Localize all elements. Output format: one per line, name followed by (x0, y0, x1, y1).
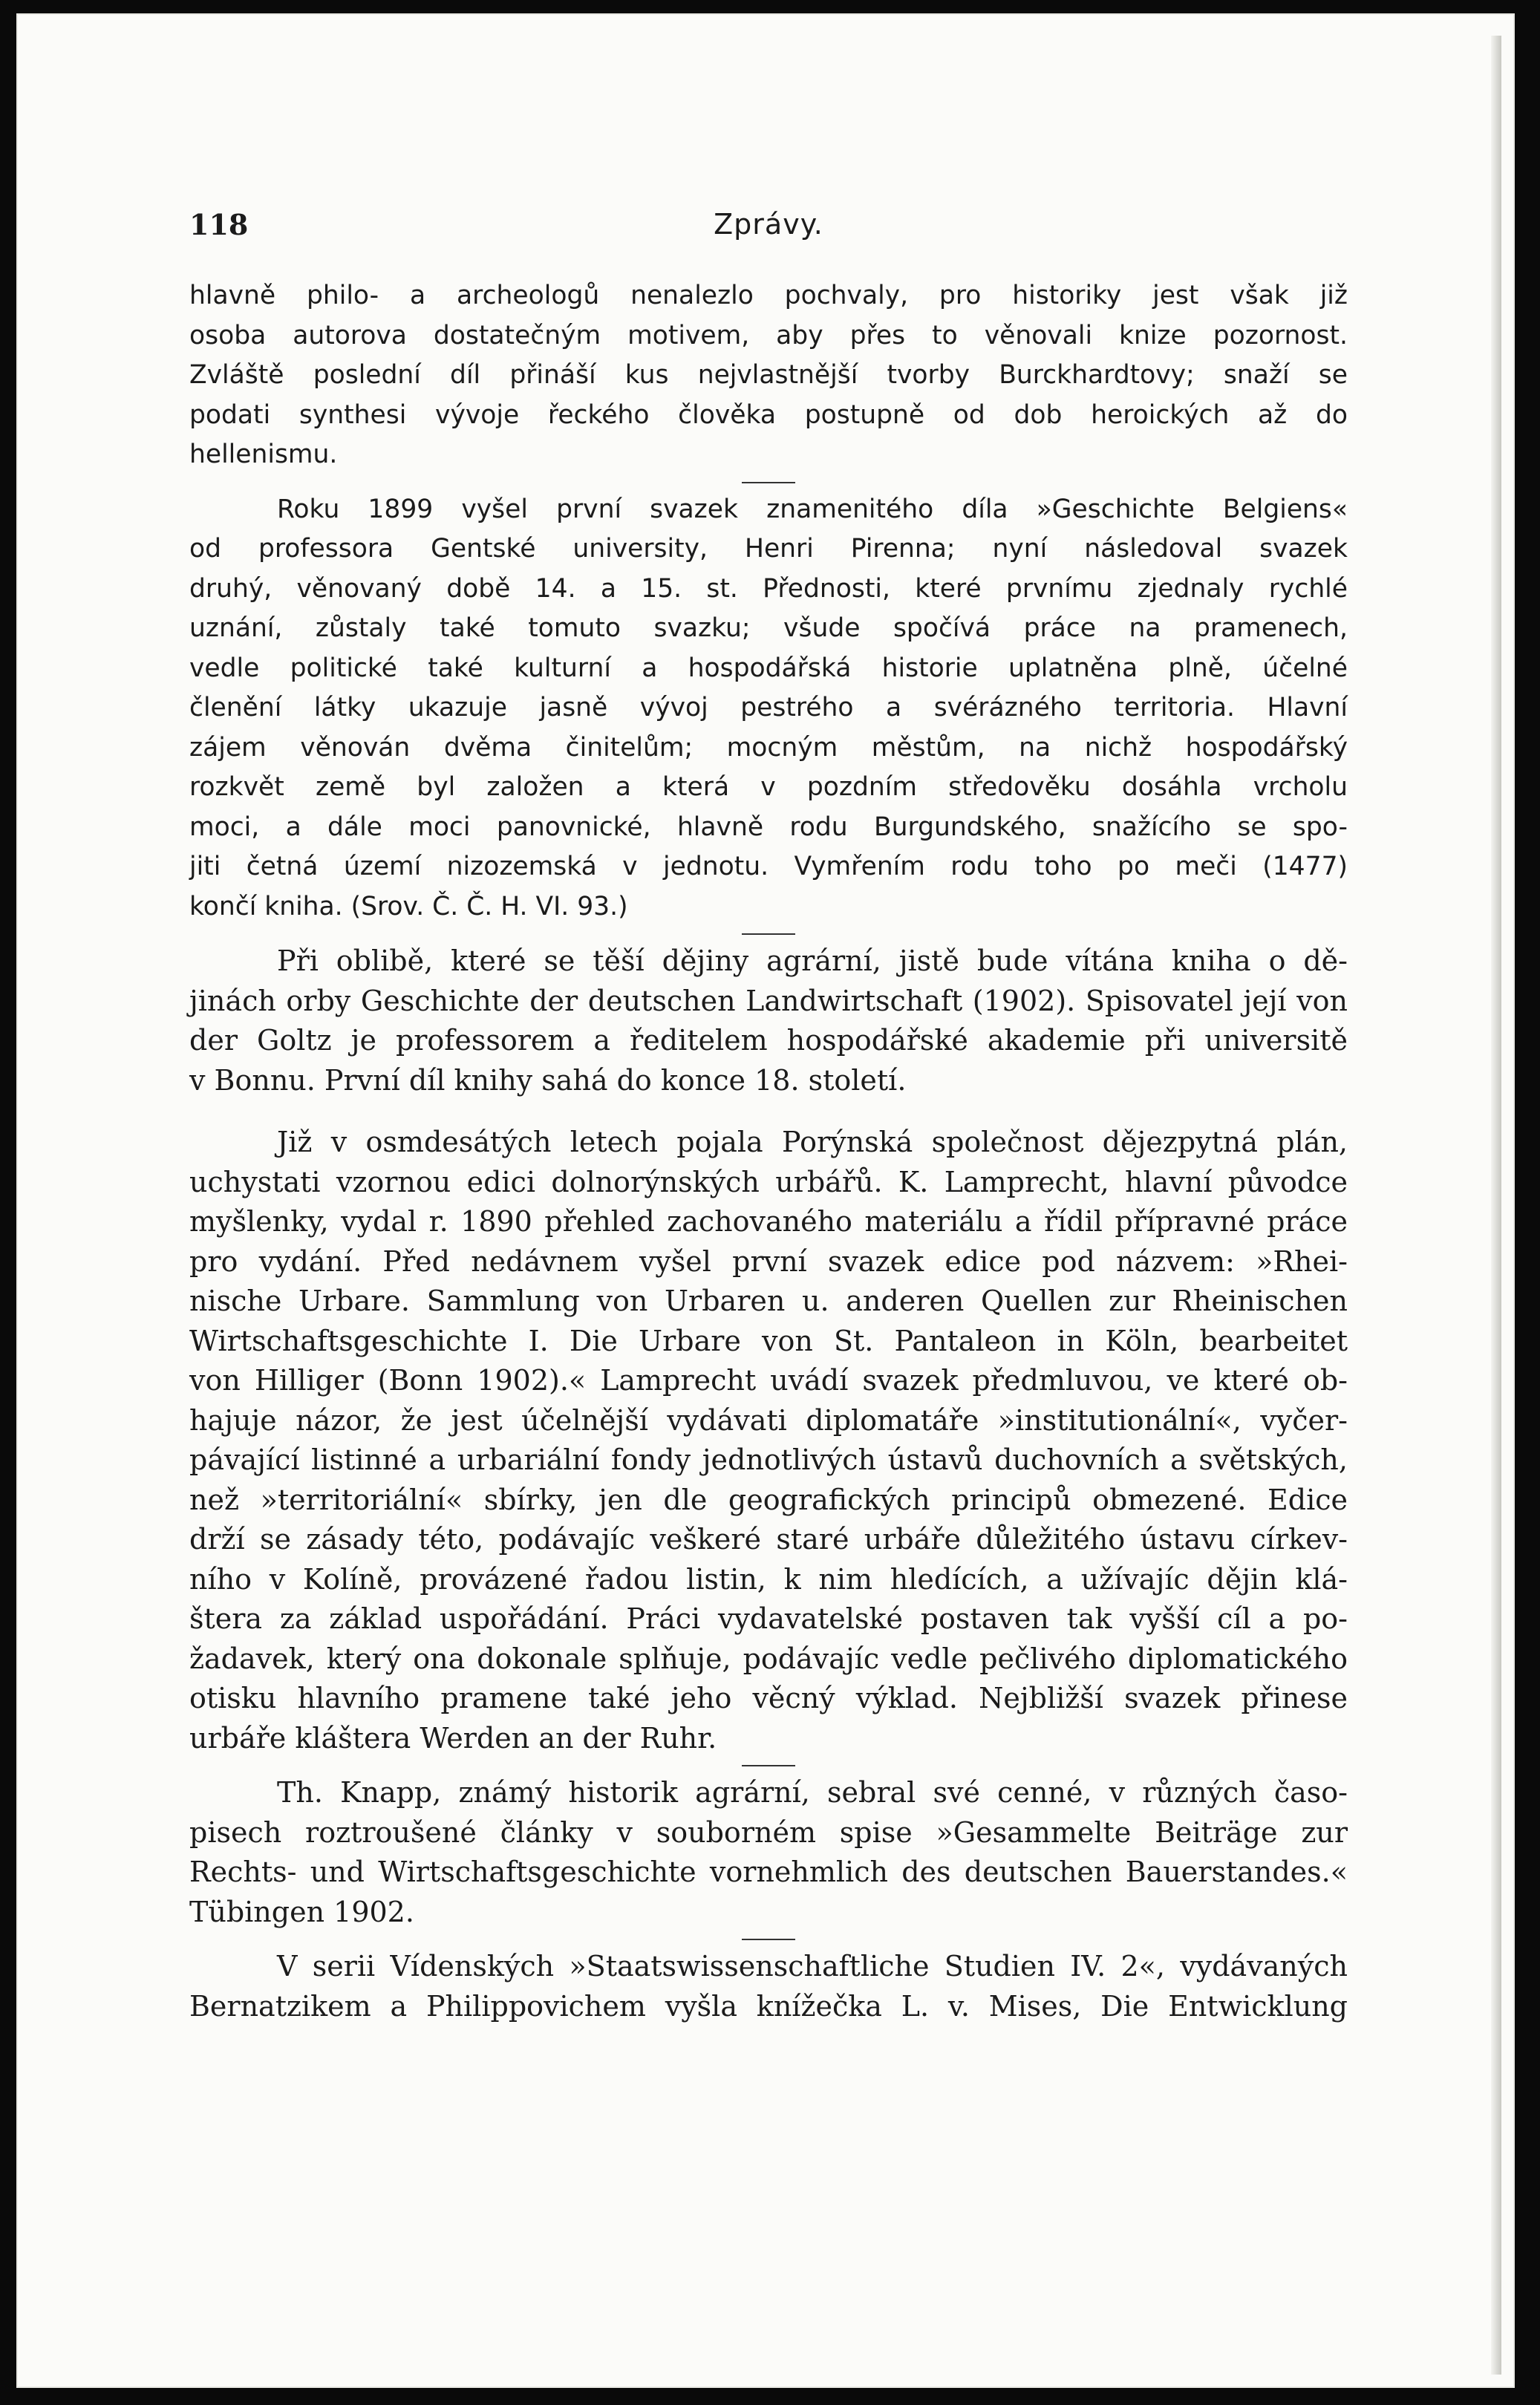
text-line: jiti četná území nizozemská v jednotu. Vymřením rodu toho po meči (1477) (189, 852, 1348, 881)
text-line: od professora Gentské university, Henri Pirenna; nyní následoval svazek (189, 534, 1348, 564)
text-line: der Goltz je professorem a ředitelem hospodářské akademie při universitě (189, 1024, 1348, 1057)
text-line: hajuje názor, že jest účelnější vydávati diplomatáře »institutionální«, vyčer- (189, 1403, 1348, 1437)
text-line: než »territoriální« sbírky, jen dle geografických principů obmezené. Edice (189, 1483, 1348, 1516)
text-line: pávající listinné a urbariální fondy jednotlivých ústavů duchovních a světských, (189, 1443, 1348, 1476)
text-line: moci, a dále moci panovnické, hlavně rodu Burgundského, snažícího se spo- (189, 812, 1348, 842)
text-line: myšlenky, vydal r. 1890 přehled zachovaného materiálu a řídil přípravné práce (189, 1205, 1348, 1238)
section-divider (189, 927, 1348, 942)
text-line: V serii Vídenských »Staatswissenschaftliche Studien IV. 2«, vydávaných (277, 1950, 1348, 1983)
text-line: urbáře kláštera Werden an der Ruhr. (189, 1721, 717, 1755)
paragraph-knapp (189, 1773, 1348, 1932)
scanned-page (16, 13, 1515, 2388)
text-line: hlavně philo- a archeologů nenalezlo pochvaly, pro historiky jest však již (189, 281, 1348, 310)
running-title: Zprávy. (714, 208, 823, 241)
text-line: Th. Knapp, známý historik agrární, sebral své cenné, v různých časo- (277, 1776, 1348, 1809)
text-line: drží se zásady této, podávajíc veškeré staré urbáře důležitého ústavu církev- (189, 1523, 1348, 1556)
paragraph-pirenne (189, 490, 1348, 927)
text-line: uznání, zůstaly také tomuto svazku; všude spočívá práce na pramenech, (189, 613, 1348, 643)
text-line: Při oblibě, které se těší dějiny agrární, jistě bude vítána kniha o dě- (277, 944, 1348, 977)
text-line: Bernatzikem a Philippovichem vyšla knížečka L. v. Mises, Die Entwicklung (189, 1989, 1348, 2023)
text-line: hellenismu. (189, 440, 338, 469)
text-line: Již v osmdesátých letech pojala Porýnská společnost dějezpytná plán, (277, 1126, 1348, 1158)
text-line: zájem věnován dvěma činitelům; mocným městům, na nichž hospodářský (189, 732, 1348, 763)
text-line: vedle politické také kulturní a hospodářská historie uplatněna plně, účelné (189, 653, 1348, 683)
text-line: v Bonnu. První díl knihy sahá do konce 18. století. (189, 1063, 907, 1097)
text-line: Zvláště poslední díl přináší kus nejvlastnější tvorby Burckhardtovy; snaží se (189, 360, 1348, 390)
text-line: žadavek, který ona dokonale splňuje, podávajíc vedle pečlivého diplomatického (189, 1642, 1348, 1675)
text-line: uchystati vzornou edici dolnorýnských urbářů. K. Lamprecht, hlavní původce (189, 1165, 1348, 1198)
text-line: rozkvět země byl založen a která v pozdním středověku dosáhla vrcholu (189, 772, 1348, 802)
page-content (189, 13, 1348, 2026)
running-header (189, 208, 1348, 260)
text-line: pro vydání. Před nedávnem vyšel první svazek edice pod názvem: »Rhei- (189, 1244, 1348, 1278)
text-line: Wirtschaftsgeschichte I. Die Urbare von St. Pantaleon in Köln, bearbeitet (189, 1324, 1348, 1357)
section-divider (189, 1932, 1348, 1947)
text-line: členění látky ukazuje jasně vývoj pestrého a svérázného territoria. Hlavní (189, 693, 1348, 722)
text-line: Tübingen 1902. (189, 1895, 414, 1928)
text-line: Roku 1899 vyšel první svazek znamenitého díla »Geschichte Belgiens« (277, 494, 1348, 524)
paragraph-urbare (189, 1123, 1348, 1758)
text-line: končí kniha. (Srov. Č. Č. H. VI. 93.) (189, 891, 628, 921)
section-divider (189, 1758, 1348, 1773)
text-line: štera za základ uspořádání. Práci vydavatelské postaven tak vyšší cíl a po- (189, 1602, 1348, 1635)
text-line: Rechts- und Wirtschaftsgeschichte vornehmlich des deutschen Bauerstandes.« (189, 1856, 1348, 1888)
paragraph-mises (189, 1947, 1348, 2026)
page-edge-shadow (1491, 36, 1501, 2375)
text-line: nische Urbare. Sammlung von Urbaren u. anderen Quellen zur Rheinischen (189, 1285, 1348, 1317)
text-line: podati synthesi vývoje řeckého člověka postupně od dob heroických až do (189, 399, 1348, 430)
text-line: osoba autorova dostatečným motivem, aby přes to věnovali knize pozornost. (189, 320, 1348, 350)
text-line: von Hilliger (Bonn 1902).« Lamprecht uvádí svazek předmluvou, ve které ob- (189, 1364, 1348, 1397)
page-number: 118 (189, 208, 249, 241)
section-divider (189, 475, 1348, 490)
text-line: pisech roztroušené články v souborném spise »Gesammelte Beiträge zur (189, 1815, 1348, 1849)
text-line: ního v Kolíně, provázené řadou listin, k nim hledících, a užívajíc dějin klá- (189, 1562, 1348, 1596)
paragraph-burckhardt (189, 276, 1348, 475)
text-line: jinách orby Geschichte der deutschen Landwirtschaft (1902). Spisovatel její von (189, 984, 1348, 1017)
text-line: druhý, věnovaný době 14. a 15. st. Přednosti, které prvnímu zjednaly rychlé (189, 573, 1348, 604)
text-line: otisku hlavního pramene také jeho věcný výklad. Nejbližší svazek přinese (189, 1682, 1348, 1714)
paragraph-goltz (189, 942, 1348, 1100)
